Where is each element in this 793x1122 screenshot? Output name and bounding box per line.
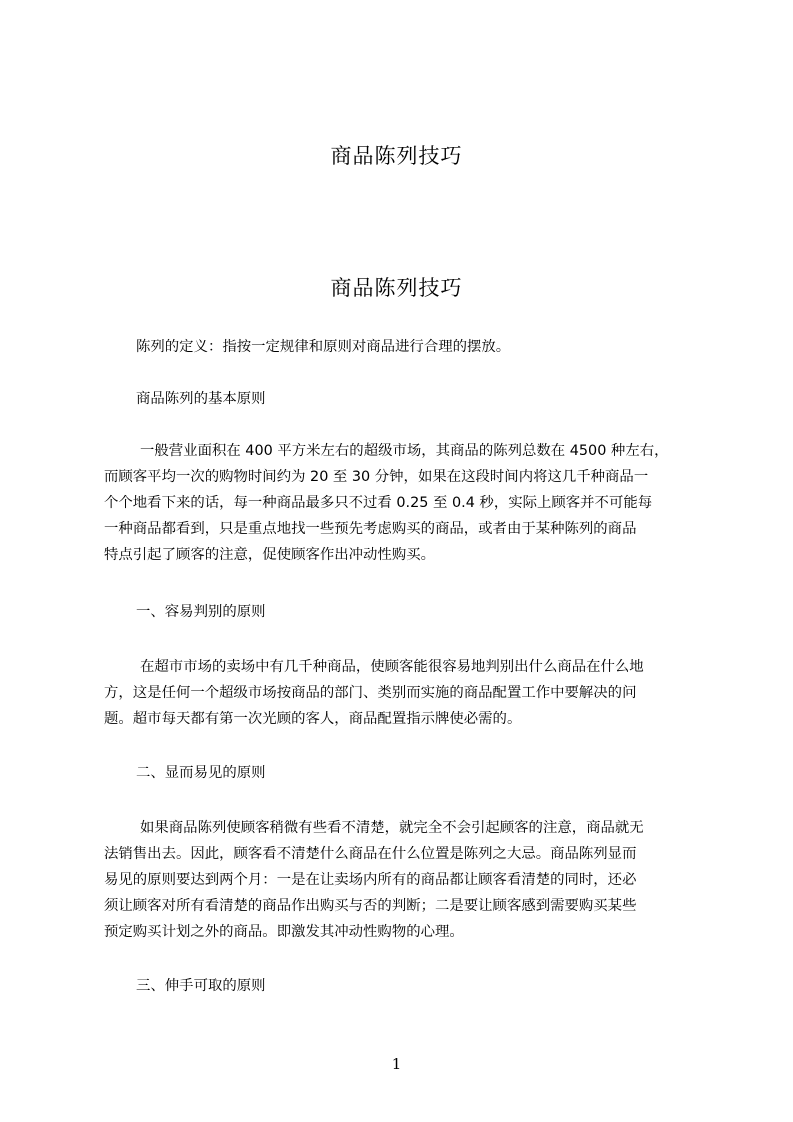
paragraph-line: 如果商品陈列使顾客稍微有些看不清楚，就完全不会引起顾客的注意，商品就无: [140, 820, 644, 836]
paragraph-line: 易见的原则要达到两个月：一是在让卖场内所有的商品都让顾客看清楚的同时，还必: [104, 872, 637, 888]
paragraph-line: 一种商品都看到，只是重点地找一些预先考虑购买的商品，或者由于某种陈列的商品: [104, 521, 637, 537]
section-heading-easy-identify: 一、容易判别的原则: [136, 604, 266, 620]
basic-principles-heading: 商品陈列的基本原则: [136, 391, 266, 407]
paragraph-line: 个个地看下来的话，每一种商品最多只不过看 0.25 至 0.4 秒，实际上顾客并不可能每: [104, 495, 653, 511]
section-paragraph-visible: [104, 815, 700, 945]
paragraph-line: 而顾客平均一次的购物时间约为 20 至 30 分钟，如果在这段时间内将这几千种商品一: [104, 469, 649, 485]
paragraph-line: 特点引起了顾客的注意，促使顾客作出冲动性购买。: [104, 547, 435, 563]
paragraph-line: 预定购买计划之外的商品。即激发其冲动性购物的心理。: [104, 924, 464, 940]
paragraph-line: 在超市市场的卖场中有几千种商品，使顾客能很容易地判别出什么商品在什么地: [140, 659, 644, 675]
paragraph-line: 法销售出去。因此，顾客看不清楚什么商品在什么位置是陈列之大忌。商品陈列显而: [104, 846, 637, 862]
section-heading-visible: 二、显而易见的原则: [136, 765, 266, 781]
paragraph-line: 方，这是任何一个超级市场按商品的部门、类别而实施的商品配置工作中要解决的问: [104, 685, 637, 701]
page-number: 1: [391, 1055, 402, 1073]
cover-title: 商品陈列技巧: [330, 144, 463, 168]
intro-paragraph: [104, 438, 700, 568]
paragraph-line: 一般营业面积在 400 平方米左右的超级市场，其商品的陈列总数在 4500 种左右，: [140, 443, 669, 459]
section-heading-reachable: 三、伸手可取的原则: [136, 978, 266, 994]
definition-text: 陈列的定义：指按一定规律和原则对商品进行合理的摆放。: [136, 339, 511, 355]
main-title: 商品陈列技巧: [330, 276, 463, 300]
section-paragraph-easy-identify: [104, 654, 700, 732]
paragraph-line: 题。超市每天都有第一次光顾的客人，商品配置指示牌使必需的。: [104, 711, 522, 727]
paragraph-line: 须让顾客对所有看清楚的商品作出购买与否的判断；二是要让顾客感到需要购买某些: [104, 898, 637, 914]
